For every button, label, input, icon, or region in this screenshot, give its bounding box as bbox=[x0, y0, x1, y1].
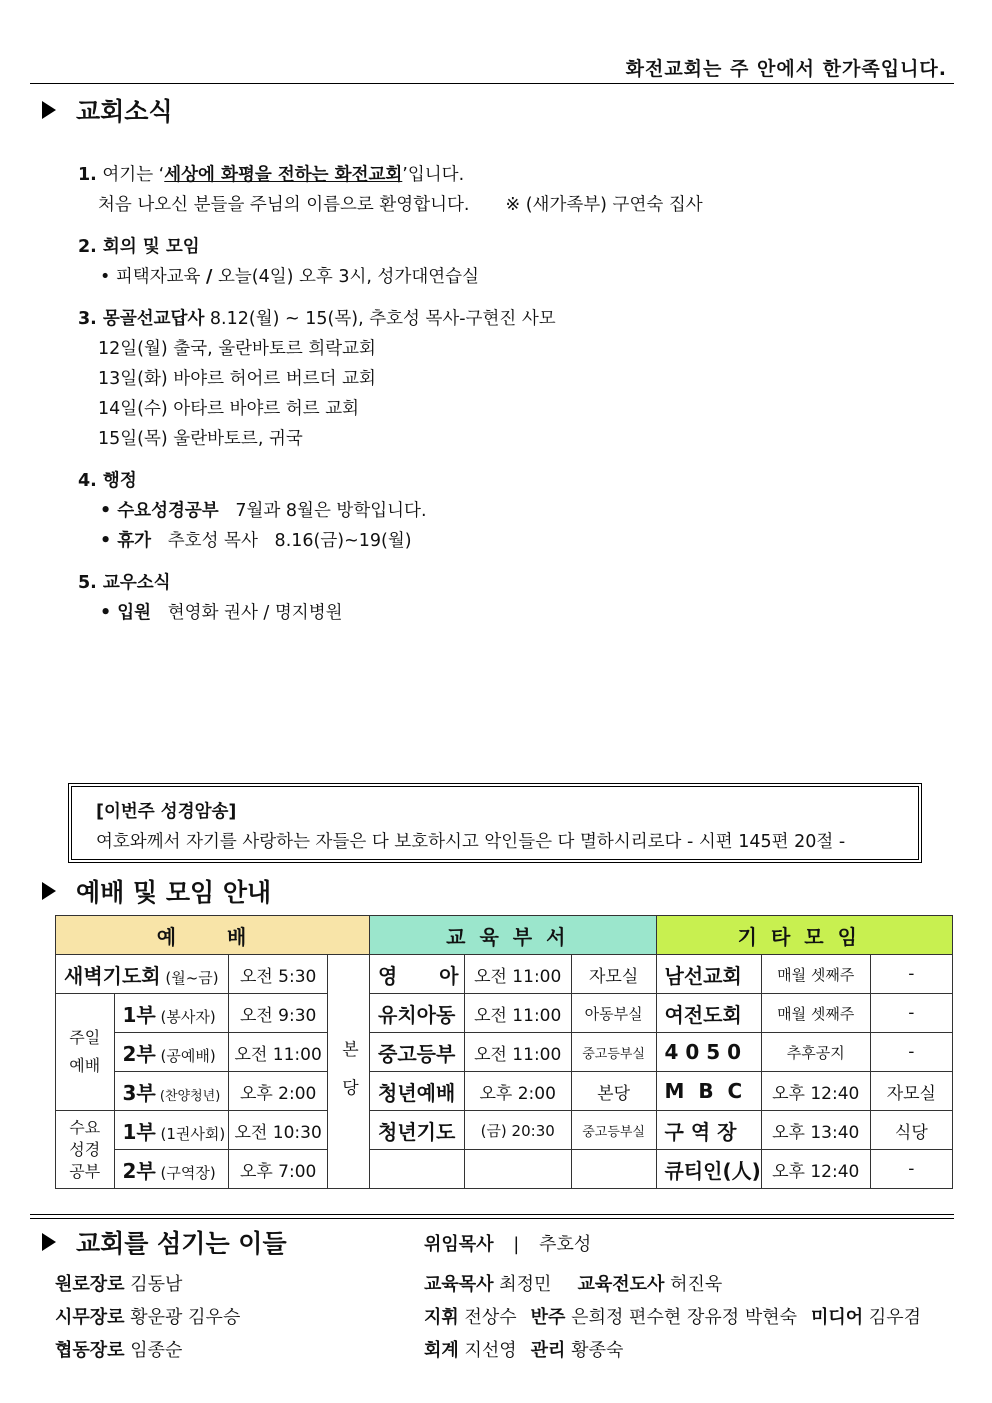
group-label: 수요 성경 공부 bbox=[69, 1117, 101, 1181]
person-name: 김동남 bbox=[124, 1274, 183, 1295]
table-cell: 본당 bbox=[571, 1072, 656, 1111]
table-cell: 오후 2:00 bbox=[229, 1072, 327, 1111]
table-cell bbox=[56, 955, 229, 994]
sunday-label bbox=[56, 994, 115, 1111]
new-family-note: ※ (새가족부) 구연숙 집사 bbox=[505, 195, 703, 215]
item-text: • 입원 bbox=[100, 603, 152, 623]
news-item-1 bbox=[78, 160, 958, 220]
top-divider bbox=[30, 83, 954, 84]
person-name: 김우겸 bbox=[863, 1307, 922, 1328]
table-cell bbox=[114, 994, 229, 1033]
table-cell: 오전 10:30 bbox=[229, 1111, 327, 1150]
service-note: (구역장) bbox=[155, 1163, 216, 1182]
person-name: 은희정 편수현 장유정 박현숙 bbox=[565, 1307, 797, 1328]
itinerary-line: 12일(월) 출국, 울란바토르 희락교회 bbox=[98, 339, 376, 359]
item-text: 현영화 권사 / 명지병원 bbox=[151, 603, 343, 623]
service-note: (월~금) bbox=[160, 968, 219, 987]
table-cell: 영 아 bbox=[370, 955, 465, 994]
other-meetings-header: 기타모임 bbox=[656, 916, 952, 955]
table-cell: - bbox=[870, 955, 952, 994]
schedule-title: 예배 및 모임 안내 bbox=[76, 878, 272, 907]
role: 미디어 bbox=[811, 1307, 864, 1328]
item-number: 1. bbox=[78, 165, 97, 185]
news-item-2 bbox=[78, 232, 958, 292]
news-list bbox=[78, 160, 958, 640]
table-cell: 오전 11:00 bbox=[464, 994, 571, 1033]
item-text: 8.12(월) ~ 15(목), 추호성 목사-구현진 사모 bbox=[204, 309, 556, 329]
item-text: 7월과 8월은 방학입니다. bbox=[218, 501, 427, 521]
table-cell: 청년기도 bbox=[370, 1111, 465, 1150]
empty-cell bbox=[464, 1150, 571, 1189]
triangle-bullet-icon bbox=[42, 101, 56, 119]
table-cell: 4 0 5 0 bbox=[656, 1033, 761, 1072]
table-cell: (금) 20:30 bbox=[464, 1111, 571, 1150]
verse-box bbox=[68, 783, 922, 863]
table-cell: 오전 5:30 bbox=[229, 955, 327, 994]
bottom-divider bbox=[30, 1214, 954, 1215]
service-name: 2부 bbox=[122, 1158, 156, 1183]
welcome-text: 처음 나오신 분들을 주님의 이름으로 환영합니다. bbox=[98, 195, 470, 215]
table-cell: 중고등부 bbox=[370, 1033, 465, 1072]
news-item-4 bbox=[78, 466, 958, 556]
person-name: 허진욱 bbox=[664, 1274, 723, 1295]
table-cell: 자모실 bbox=[870, 1072, 952, 1111]
news-item-3 bbox=[78, 304, 958, 454]
item-heading: 4. 행정 bbox=[78, 471, 137, 491]
people-title: 교회를 섬기는 이들 bbox=[76, 1229, 287, 1258]
item-text: 추호성 목사 8.16(금)~19(월) bbox=[151, 531, 412, 551]
table-cell: 오전 9:30 bbox=[229, 994, 327, 1033]
item-text: / bbox=[205, 267, 213, 287]
table-cell: - bbox=[870, 1150, 952, 1189]
news-item-5 bbox=[78, 568, 958, 628]
table-cell: 중고등부실 bbox=[571, 1033, 656, 1072]
role: 관리 bbox=[530, 1340, 566, 1361]
service-name: 새벽기도회 bbox=[64, 963, 161, 988]
role: 반주 bbox=[530, 1307, 566, 1328]
person-name: 황운광 김우승 bbox=[124, 1307, 241, 1328]
table-cell: 자모실 bbox=[571, 955, 656, 994]
schedule-table bbox=[55, 915, 953, 1189]
role: 교육전도사 bbox=[577, 1274, 665, 1295]
service-name: 3부 bbox=[122, 1080, 156, 1105]
table-cell bbox=[114, 1033, 229, 1072]
bottom-divider bbox=[30, 1218, 954, 1219]
news-heading bbox=[42, 92, 173, 128]
table-cell: 추후공지 bbox=[761, 1033, 870, 1072]
church-slogan: 세상에 화평을 전하는 화전교회 bbox=[164, 165, 403, 185]
triangle-bullet-icon bbox=[42, 882, 56, 900]
service-name: 1부 bbox=[122, 1002, 156, 1027]
table-cell: 여전도회 bbox=[656, 994, 761, 1033]
table-cell: 오후 2:00 bbox=[464, 1072, 571, 1111]
wednesday-label bbox=[56, 1111, 115, 1189]
verse-text: 여호와께서 자기를 사랑하는 자들은 다 보호하시고 악인들은 다 멸하시리로다 - 시편 145편 20절 - bbox=[96, 832, 846, 852]
item-text: • 수요성경공부 bbox=[100, 501, 219, 521]
item-heading: 2. 회의 및 모임 bbox=[78, 237, 200, 257]
church-motto: 화전교회는 주 안에서 한가족입니다. bbox=[625, 58, 947, 80]
service-note: (찬양청년) bbox=[155, 1088, 221, 1104]
service-name: 1부 bbox=[122, 1119, 156, 1144]
role: 지휘 bbox=[424, 1307, 459, 1328]
group-label: 주일 예배 bbox=[69, 1028, 101, 1075]
verse-title: [이번주 성경암송] bbox=[96, 802, 237, 822]
person-name: 최정민 bbox=[493, 1274, 552, 1295]
item-text: 오늘(4일) 오후 3시, 성가대연습실 bbox=[212, 267, 479, 287]
separator: | bbox=[513, 1234, 520, 1255]
education-header: 교육부서 bbox=[370, 916, 657, 955]
empty-cell bbox=[571, 1150, 656, 1189]
itinerary-line: 15일(목) 울란바토르, 귀국 bbox=[98, 429, 303, 449]
table-cell: 오후 7:00 bbox=[229, 1150, 327, 1189]
table-cell: 오전 11:00 bbox=[464, 1033, 571, 1072]
table-cell: 큐티인(人) bbox=[656, 1150, 761, 1189]
staff-list bbox=[424, 1268, 921, 1367]
table-cell bbox=[114, 1072, 229, 1111]
table-cell: 오후 13:40 bbox=[761, 1111, 870, 1150]
table-cell: 식당 bbox=[870, 1111, 952, 1150]
item-text: 여기는 ‘ bbox=[102, 165, 165, 185]
itinerary-line: 14일(수) 아타르 바야르 허르 교회 bbox=[98, 399, 360, 419]
item-text: • 피택자교육 bbox=[100, 267, 206, 287]
news-title: 교회소식 bbox=[76, 97, 173, 126]
empty-cell bbox=[370, 1150, 465, 1189]
person-name: 임종순 bbox=[124, 1340, 183, 1361]
itinerary-line: 13일(화) 바야르 허어르 버르더 교회 bbox=[98, 369, 376, 389]
service-note: (1권사회) bbox=[155, 1124, 226, 1143]
table-cell: - bbox=[870, 994, 952, 1033]
item-text: • 휴가 bbox=[100, 531, 152, 551]
worship-header: 예 배 bbox=[56, 916, 370, 955]
schedule-heading bbox=[42, 873, 271, 909]
person-name: 황종숙 bbox=[565, 1340, 624, 1361]
role: 원로장로 bbox=[55, 1274, 125, 1295]
role: 교육목사 bbox=[424, 1274, 494, 1295]
table-cell: 아동부실 bbox=[571, 994, 656, 1033]
table-cell: 오전 11:00 bbox=[229, 1033, 327, 1072]
venue-text: 본 당 bbox=[337, 1039, 358, 1104]
table-cell bbox=[114, 1111, 229, 1150]
table-cell: 매월 셋째주 bbox=[761, 955, 870, 994]
table-cell: - bbox=[870, 1033, 952, 1072]
table-cell: 유치아동 bbox=[370, 994, 465, 1033]
table-cell: 중고등부실 bbox=[571, 1111, 656, 1150]
service-name: 2부 bbox=[122, 1041, 156, 1066]
table-cell: M B C bbox=[656, 1072, 761, 1111]
role: 협동장로 bbox=[55, 1340, 125, 1361]
role: 시무장로 bbox=[55, 1307, 125, 1328]
table-cell: 남선교회 bbox=[656, 955, 761, 994]
person-name: 전상수 bbox=[458, 1307, 517, 1328]
item-heading: 5. 교우소식 bbox=[78, 573, 171, 593]
table-cell bbox=[114, 1150, 229, 1189]
people-heading bbox=[42, 1224, 287, 1260]
role: 회계 bbox=[424, 1340, 459, 1361]
table-cell: 청년예배 bbox=[370, 1072, 465, 1111]
senior-pastor bbox=[424, 1230, 591, 1256]
person-name: 지선영 bbox=[458, 1340, 517, 1361]
service-note: (공예배) bbox=[155, 1046, 216, 1065]
venue-cell bbox=[327, 955, 369, 1189]
table-cell: 오후 12:40 bbox=[761, 1150, 870, 1189]
table-cell: 오후 12:40 bbox=[761, 1072, 870, 1111]
role: 위임목사 bbox=[424, 1234, 494, 1255]
service-note: (봉사자) bbox=[155, 1007, 216, 1026]
item-text: ’입니다. bbox=[402, 165, 465, 185]
table-cell: 매월 셋째주 bbox=[761, 994, 870, 1033]
person-name: 추호성 bbox=[539, 1234, 592, 1255]
elders-list bbox=[55, 1268, 240, 1367]
table-cell: 오전 11:00 bbox=[464, 955, 571, 994]
item-heading: 3. 몽골선교답사 bbox=[78, 309, 205, 329]
table-cell: 구 역 장 bbox=[656, 1111, 761, 1150]
triangle-bullet-icon bbox=[42, 1233, 56, 1251]
